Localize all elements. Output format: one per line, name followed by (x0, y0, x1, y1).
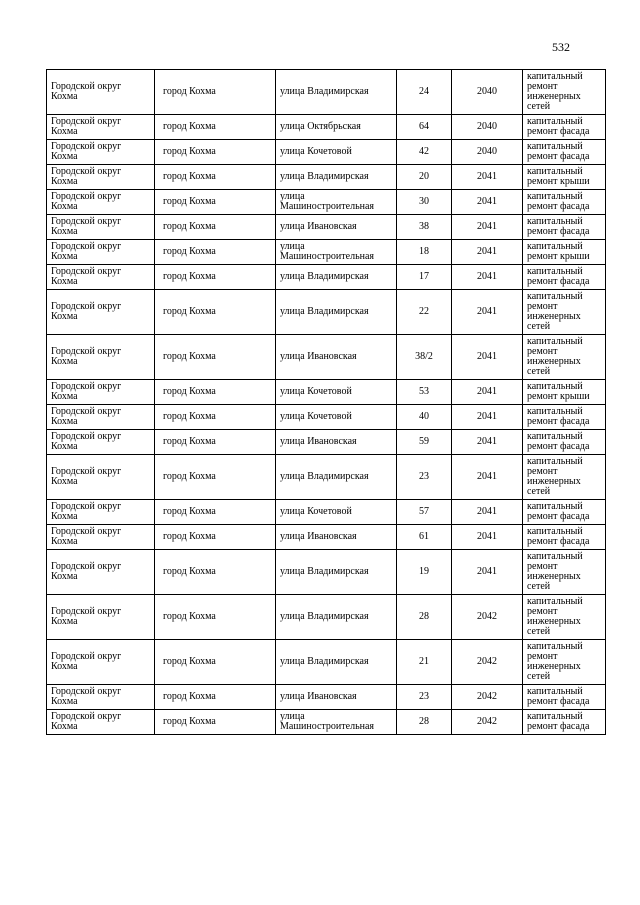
street-cell: улица Машиностроительная (276, 190, 397, 215)
table-row (47, 265, 606, 290)
year-cell: 2040 (452, 115, 523, 140)
work-type-cell: капитальный ремонт фасада (523, 525, 606, 550)
street-cell: улица Владимирская (276, 290, 397, 335)
house-number-cell: 30 (397, 190, 452, 215)
year-cell: 2041 (452, 500, 523, 525)
table-row (47, 500, 606, 525)
district-cell: Городской округ Кохма (47, 190, 155, 215)
table-row (47, 335, 606, 380)
table-row (47, 115, 606, 140)
house-number-cell: 64 (397, 115, 452, 140)
district-cell: Городской округ Кохма (47, 165, 155, 190)
district-cell: Городской округ Кохма (47, 550, 155, 595)
year-cell: 2041 (452, 240, 523, 265)
year-cell: 2041 (452, 265, 523, 290)
street-cell: улица Машиностроительная (276, 240, 397, 265)
work-type-cell: капитальный ремонт фасада (523, 140, 606, 165)
district-cell: Городской округ Кохма (47, 70, 155, 115)
city-cell: город Кохма (155, 115, 276, 140)
district-cell: Городской округ Кохма (47, 240, 155, 265)
street-cell: улица Владимирская (276, 455, 397, 500)
district-cell: Городской округ Кохма (47, 500, 155, 525)
city-cell: город Кохма (155, 240, 276, 265)
table-row (47, 240, 606, 265)
house-number-cell: 61 (397, 525, 452, 550)
city-cell: город Кохма (155, 405, 276, 430)
year-cell: 2040 (452, 70, 523, 115)
table-body (47, 70, 606, 735)
district-cell: Городской округ Кохма (47, 455, 155, 500)
district-cell: Городской округ Кохма (47, 595, 155, 640)
year-cell: 2041 (452, 190, 523, 215)
table-row (47, 640, 606, 685)
table-row (47, 430, 606, 455)
district-cell: Городской округ Кохма (47, 525, 155, 550)
table-row (47, 550, 606, 595)
street-cell: улица Машиностроительная (276, 710, 397, 735)
year-cell: 2042 (452, 710, 523, 735)
street-cell: улица Кочетовой (276, 500, 397, 525)
street-cell: улица Кочетовой (276, 380, 397, 405)
work-type-cell: капитальный ремонт фасада (523, 215, 606, 240)
house-number-cell: 53 (397, 380, 452, 405)
house-number-cell: 20 (397, 165, 452, 190)
district-cell: Городской округ Кохма (47, 140, 155, 165)
work-type-cell: капитальный ремонт инженерных сетей (523, 640, 606, 685)
district-cell: Городской округ Кохма (47, 335, 155, 380)
work-type-cell: капитальный ремонт фасада (523, 115, 606, 140)
work-type-cell: капитальный ремонт инженерных сетей (523, 550, 606, 595)
year-cell: 2040 (452, 140, 523, 165)
city-cell: город Кохма (155, 525, 276, 550)
district-cell: Городской округ Кохма (47, 215, 155, 240)
work-type-cell: капитальный ремонт фасада (523, 265, 606, 290)
house-number-cell: 24 (397, 70, 452, 115)
district-cell: Городской округ Кохма (47, 640, 155, 685)
year-cell: 2041 (452, 335, 523, 380)
house-number-cell: 38/2 (397, 335, 452, 380)
table-row (47, 595, 606, 640)
table-row (47, 405, 606, 430)
work-type-cell: капитальный ремонт фасада (523, 430, 606, 455)
table-row (47, 290, 606, 335)
year-cell: 2041 (452, 525, 523, 550)
street-cell: улица Владимирская (276, 70, 397, 115)
district-cell: Городской округ Кохма (47, 710, 155, 735)
house-number-cell: 23 (397, 685, 452, 710)
district-cell: Городской округ Кохма (47, 265, 155, 290)
table-row (47, 215, 606, 240)
street-cell: улица Ивановская (276, 215, 397, 240)
year-cell: 2041 (452, 550, 523, 595)
house-number-cell: 28 (397, 595, 452, 640)
year-cell: 2042 (452, 685, 523, 710)
table-row (47, 70, 606, 115)
street-cell: улица Ивановская (276, 335, 397, 380)
page-number: 532 (552, 40, 570, 54)
table-row (47, 455, 606, 500)
house-number-cell: 42 (397, 140, 452, 165)
year-cell: 2041 (452, 380, 523, 405)
table-row (47, 525, 606, 550)
house-number-cell: 17 (397, 265, 452, 290)
city-cell: город Кохма (155, 380, 276, 405)
city-cell: город Кохма (155, 550, 276, 595)
street-cell: улица Владимирская (276, 640, 397, 685)
table-row (47, 190, 606, 215)
work-type-cell: капитальный ремонт фасада (523, 190, 606, 215)
table-row (47, 710, 606, 735)
street-cell: улица Ивановская (276, 525, 397, 550)
city-cell: город Кохма (155, 640, 276, 685)
house-number-cell: 23 (397, 455, 452, 500)
city-cell: город Кохма (155, 595, 276, 640)
city-cell: город Кохма (155, 290, 276, 335)
year-cell: 2041 (452, 455, 523, 500)
street-cell: улица Владимирская (276, 550, 397, 595)
city-cell: город Кохма (155, 335, 276, 380)
work-type-cell: капитальный ремонт фасада (523, 685, 606, 710)
street-cell: улица Ивановская (276, 685, 397, 710)
work-type-cell: капитальный ремонт фасада (523, 500, 606, 525)
house-number-cell: 21 (397, 640, 452, 685)
year-cell: 2041 (452, 405, 523, 430)
table-row (47, 165, 606, 190)
work-type-cell: капитальный ремонт крыши (523, 165, 606, 190)
city-cell: город Кохма (155, 455, 276, 500)
district-cell: Городской округ Кохма (47, 685, 155, 710)
work-type-cell: капитальный ремонт инженерных сетей (523, 70, 606, 115)
city-cell: город Кохма (155, 215, 276, 240)
street-cell: улица Ивановская (276, 430, 397, 455)
work-type-cell: капитальный ремонт инженерных сетей (523, 595, 606, 640)
district-cell: Городской округ Кохма (47, 380, 155, 405)
district-cell: Городской округ Кохма (47, 290, 155, 335)
city-cell: город Кохма (155, 710, 276, 735)
year-cell: 2042 (452, 595, 523, 640)
city-cell: город Кохма (155, 430, 276, 455)
city-cell: город Кохма (155, 70, 276, 115)
table-row (47, 380, 606, 405)
work-type-cell: капитальный ремонт инженерных сетей (523, 335, 606, 380)
street-cell: улица Владимирская (276, 595, 397, 640)
work-type-cell: капитальный ремонт фасада (523, 405, 606, 430)
city-cell: город Кохма (155, 500, 276, 525)
year-cell: 2042 (452, 640, 523, 685)
district-cell: Городской округ Кохма (47, 405, 155, 430)
work-type-cell: капитальный ремонт инженерных сетей (523, 455, 606, 500)
house-number-cell: 38 (397, 215, 452, 240)
repair-schedule-table (46, 69, 606, 735)
year-cell: 2041 (452, 215, 523, 240)
city-cell: город Кохма (155, 685, 276, 710)
city-cell: город Кохма (155, 140, 276, 165)
work-type-cell: капитальный ремонт фасада (523, 710, 606, 735)
city-cell: город Кохма (155, 265, 276, 290)
house-number-cell: 59 (397, 430, 452, 455)
house-number-cell: 22 (397, 290, 452, 335)
street-cell: улица Владимирская (276, 265, 397, 290)
year-cell: 2041 (452, 290, 523, 335)
house-number-cell: 40 (397, 405, 452, 430)
work-type-cell: капитальный ремонт инженерных сетей (523, 290, 606, 335)
street-cell: улица Кочетовой (276, 405, 397, 430)
year-cell: 2041 (452, 430, 523, 455)
district-cell: Городской округ Кохма (47, 115, 155, 140)
house-number-cell: 19 (397, 550, 452, 595)
work-type-cell: капитальный ремонт крыши (523, 380, 606, 405)
street-cell: улица Владимирская (276, 165, 397, 190)
house-number-cell: 28 (397, 710, 452, 735)
year-cell: 2041 (452, 165, 523, 190)
house-number-cell: 57 (397, 500, 452, 525)
city-cell: город Кохма (155, 190, 276, 215)
table-row (47, 140, 606, 165)
work-type-cell: капитальный ремонт крыши (523, 240, 606, 265)
table-row (47, 685, 606, 710)
street-cell: улица Октябрьская (276, 115, 397, 140)
district-cell: Городской округ Кохма (47, 430, 155, 455)
house-number-cell: 18 (397, 240, 452, 265)
city-cell: город Кохма (155, 165, 276, 190)
street-cell: улица Кочетовой (276, 140, 397, 165)
